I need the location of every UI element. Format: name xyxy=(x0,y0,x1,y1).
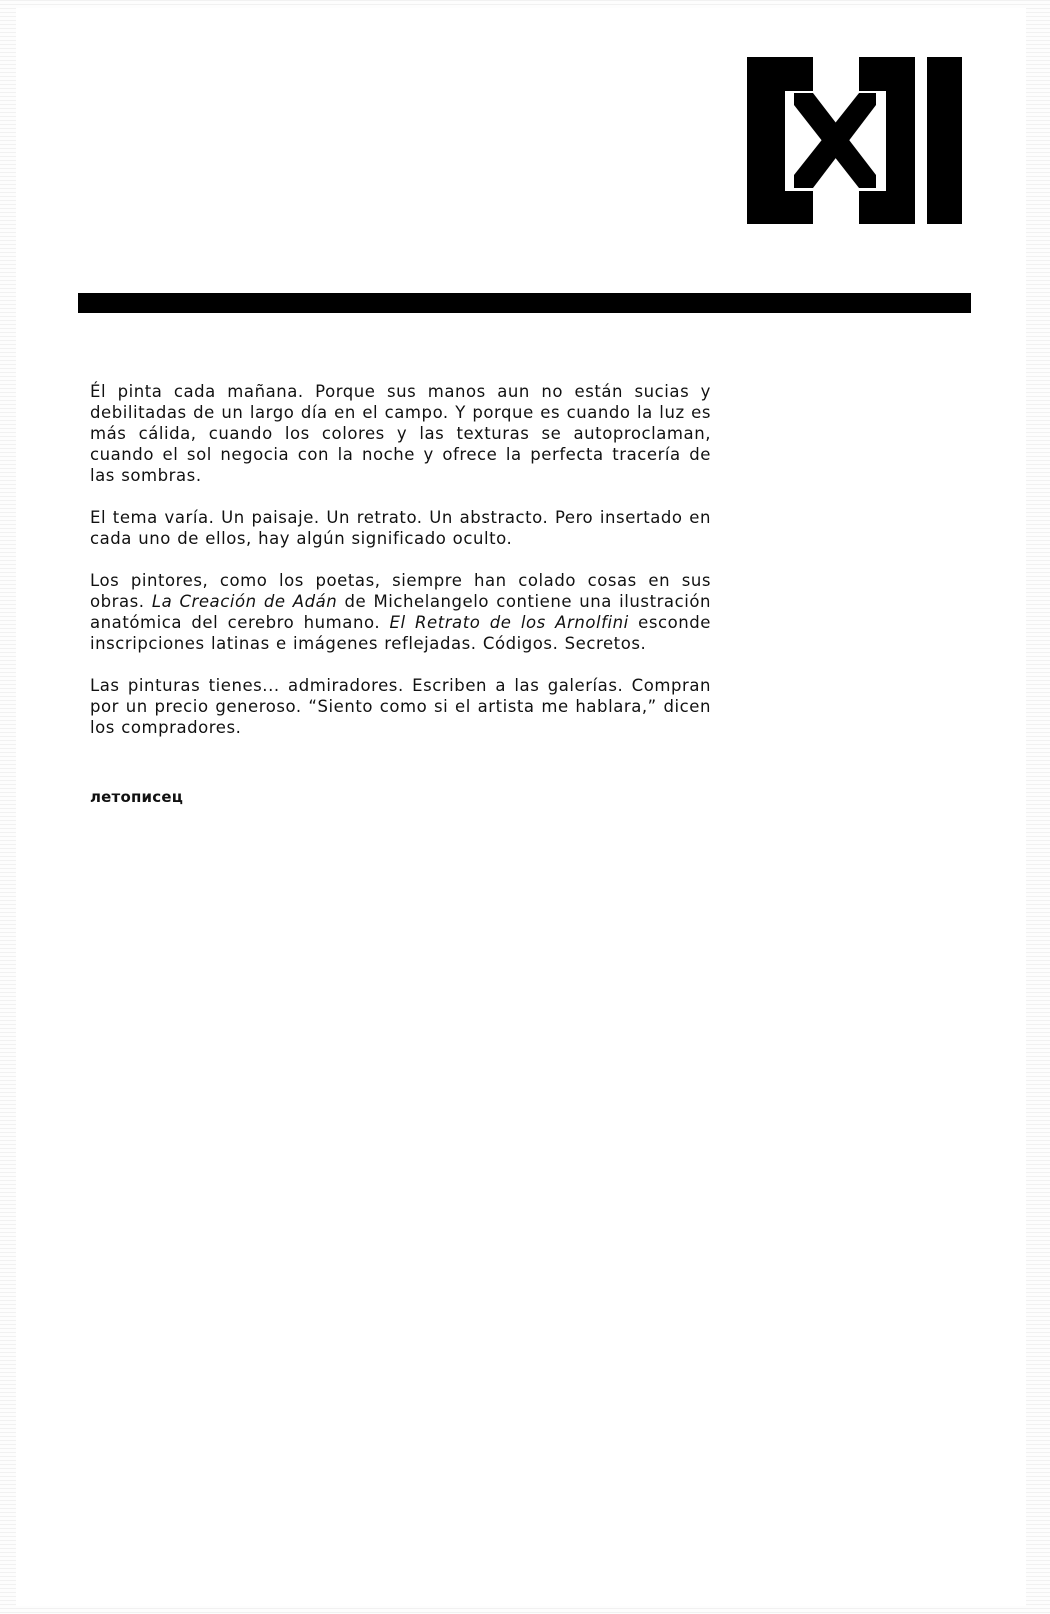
paragraph-text: El tema varía. Un paisaje. Un retrato. Un abstracto. Pero insertado en cada uno de ellos, hay algún significado oculto. xyxy=(90,508,711,548)
logo-right-bracket-bottom xyxy=(859,191,915,224)
paragraph-text: Las pinturas tienes... admiradores. Escriben a las galerías. Compran por un precio generoso. “Siento como si el artista me hablara,” dicen los compradores. xyxy=(90,676,711,737)
header-rule xyxy=(78,293,971,313)
paragraph-text: Él pinta cada mañana. Porque sus manos aun no están sucias y debilitadas de un largo día en el campo. Y porque es cuando la luz es más cálida, cuando los colores y las texturas se autoproclaman, cuando el sol negocia con la noche y ofrece la perfecta tracería de las sombras. xyxy=(90,382,711,485)
article-paragraph xyxy=(90,381,711,486)
article-body xyxy=(90,381,711,759)
paper-sheet xyxy=(16,8,1026,1606)
signature: летописец xyxy=(90,788,184,806)
paragraph-text: de Michelangelo contiene una ilustración anatómica del cerebro humano. xyxy=(90,592,711,632)
article-paragraph xyxy=(90,570,711,654)
bracket-x-logo-icon xyxy=(747,57,962,224)
article-paragraph xyxy=(90,675,711,738)
logo-right-bracket-top xyxy=(859,57,915,91)
article-paragraph xyxy=(90,507,711,549)
paragraph-text: esconde inscripciones latinas e imágenes reflejadas. Códigos. Secretos. xyxy=(90,613,711,653)
paragraph-text: Los pintores, como los poetas, siempre han colado cosas en sus obras. xyxy=(90,571,711,611)
bracket-x-logo-svg xyxy=(747,57,962,224)
artwork-title: La Creación de Adán xyxy=(151,592,338,611)
artwork-title: El Retrato de los Arnolfini xyxy=(389,613,629,632)
logo-left-bracket-top xyxy=(747,57,813,91)
logo-side-bar xyxy=(927,57,962,224)
logo-left-bracket-bottom xyxy=(747,191,813,224)
